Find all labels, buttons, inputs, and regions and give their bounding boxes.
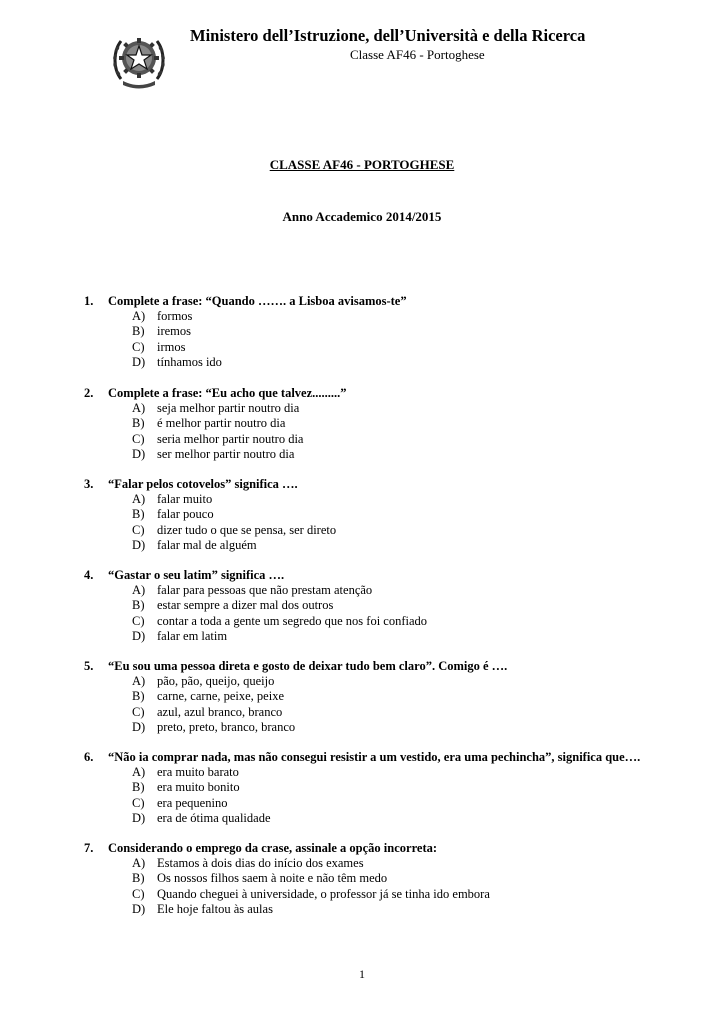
answer-option bbox=[84, 355, 704, 370]
option-text: carne, carne, peixe, peixe bbox=[157, 689, 285, 704]
answer-option bbox=[84, 309, 704, 324]
question-text: “Não ia comprar nada, mas não consegui resistir a um vestido, era uma pechincha”, significa que…. bbox=[108, 750, 641, 764]
option-text: era pequenino bbox=[157, 795, 228, 810]
option-text: irmos bbox=[157, 339, 186, 354]
question-7 bbox=[84, 840, 704, 918]
page-number: 1 bbox=[359, 967, 365, 981]
option-text: era muito bonito bbox=[157, 780, 240, 795]
question-text: “Falar pelos cotovelos” significa …. bbox=[108, 477, 298, 491]
option-letter: C) bbox=[132, 795, 145, 810]
question-number: 6. bbox=[84, 750, 94, 764]
question-2 bbox=[84, 385, 704, 463]
question-number: 1. bbox=[84, 294, 94, 308]
option-text: contar a toda a gente um segredo que nos foi confiado bbox=[157, 613, 428, 628]
option-text: formos bbox=[157, 309, 193, 323]
option-letter: C) bbox=[132, 431, 145, 446]
option-letter: A) bbox=[132, 401, 146, 415]
option-letter: D) bbox=[132, 447, 146, 462]
option-letter: C) bbox=[132, 886, 145, 901]
answer-option bbox=[84, 598, 704, 613]
option-letter: C) bbox=[132, 704, 145, 719]
header-class-subtitle: Classe AF46 - Portoghese bbox=[350, 47, 485, 62]
option-letter: C) bbox=[132, 339, 145, 354]
option-text: estar sempre a dizer mal dos outros bbox=[157, 598, 334, 613]
answer-option bbox=[84, 887, 704, 902]
answer-option bbox=[84, 765, 704, 780]
answer-option bbox=[84, 705, 704, 720]
answer-option bbox=[84, 689, 704, 704]
option-text: dizer tudo o que se pensa, ser direto bbox=[157, 522, 337, 537]
answer-option bbox=[84, 583, 704, 598]
option-text: preto, preto, branco, branco bbox=[157, 720, 296, 735]
answer-option bbox=[84, 871, 704, 886]
option-text: era muito barato bbox=[157, 765, 239, 779]
answer-option bbox=[84, 538, 704, 553]
answer-option bbox=[84, 416, 704, 431]
answer-option bbox=[84, 674, 704, 689]
academic-year: Anno Accademico 2014/2015 bbox=[282, 209, 442, 224]
option-letter: C) bbox=[132, 522, 145, 537]
option-letter: C) bbox=[132, 613, 145, 628]
question-number: 5. bbox=[84, 659, 94, 673]
answer-option bbox=[84, 340, 704, 355]
option-letter: A) bbox=[132, 765, 146, 779]
option-text: ser melhor partir noutro dia bbox=[157, 447, 295, 462]
option-text: falar pouco bbox=[157, 507, 214, 522]
option-letter: B) bbox=[132, 871, 145, 886]
question-4 bbox=[84, 567, 704, 645]
option-letter: A) bbox=[132, 674, 146, 688]
answer-option bbox=[84, 614, 704, 629]
option-text: Estamos à dois dias do início dos exames bbox=[157, 856, 364, 870]
answer-option bbox=[84, 507, 704, 522]
option-text: azul, azul branco, branco bbox=[157, 704, 283, 719]
option-text: era de ótima qualidade bbox=[157, 811, 271, 826]
answer-option bbox=[84, 447, 704, 462]
option-text: Ele hoje faltou às aulas bbox=[157, 902, 273, 917]
option-text: Quando cheguei à universidade, o professor já se tinha ido embora bbox=[157, 886, 490, 901]
option-letter: B) bbox=[132, 598, 145, 613]
option-letter: B) bbox=[132, 780, 145, 795]
option-letter: D) bbox=[132, 720, 146, 735]
answer-option bbox=[84, 902, 704, 917]
question-number: 7. bbox=[84, 841, 94, 855]
option-letter: D) bbox=[132, 629, 146, 644]
answer-option bbox=[84, 492, 704, 507]
option-text: iremos bbox=[157, 324, 192, 339]
question-number: 3. bbox=[84, 477, 94, 491]
question-text: “Eu sou uma pessoa direta e gosto de deixar tudo bem claro”. Comigo é …. bbox=[108, 659, 508, 673]
question-6 bbox=[84, 749, 704, 827]
option-text: falar muito bbox=[157, 492, 213, 506]
question-number: 2. bbox=[84, 386, 94, 400]
ministry-title: Ministero dell’Istruzione, dell’Università e della Ricerca bbox=[190, 26, 586, 45]
answer-option bbox=[84, 780, 704, 795]
option-text: é melhor partir noutro dia bbox=[157, 416, 286, 431]
question-number: 4. bbox=[84, 568, 94, 582]
question-text: Complete a frase: “Quando ……. a Lisboa avisamos-te” bbox=[108, 294, 407, 308]
option-text: Os nossos filhos saem à noite e não têm medo bbox=[157, 871, 388, 886]
answer-option bbox=[84, 432, 704, 447]
answer-option bbox=[84, 796, 704, 811]
answer-option bbox=[84, 856, 704, 871]
option-letter: A) bbox=[132, 309, 146, 323]
option-letter: A) bbox=[132, 856, 146, 870]
option-letter: B) bbox=[132, 689, 145, 704]
answer-option bbox=[84, 629, 704, 644]
answer-option bbox=[84, 401, 704, 416]
question-5 bbox=[84, 658, 704, 736]
option-text: seria melhor partir noutro dia bbox=[157, 431, 304, 446]
option-letter: B) bbox=[132, 416, 145, 431]
option-letter: B) bbox=[132, 507, 145, 522]
question-text: Complete a frase: “Eu acho que talvez.........” bbox=[108, 386, 347, 400]
question-1 bbox=[84, 293, 704, 371]
question-text: Considerando o emprego da crase, assinale a opção incorreta: bbox=[108, 841, 438, 855]
answer-option bbox=[84, 324, 704, 339]
question-3 bbox=[84, 476, 704, 554]
option-text: falar mal de alguém bbox=[157, 538, 257, 553]
option-letter: A) bbox=[132, 492, 146, 506]
option-text: tínhamos ido bbox=[157, 355, 222, 370]
option-letter: D) bbox=[132, 811, 146, 826]
answer-option bbox=[84, 811, 704, 826]
option-text: falar para pessoas que não prestam atenção bbox=[157, 583, 373, 597]
option-letter: D) bbox=[132, 538, 146, 553]
option-text: falar em latim bbox=[157, 629, 228, 644]
italian-republic-emblem-icon bbox=[111, 27, 167, 89]
option-letter: B) bbox=[132, 324, 145, 339]
option-letter: D) bbox=[132, 902, 146, 917]
document-title: CLASSE AF46 - PORTOGHESE bbox=[269, 157, 455, 172]
answer-option bbox=[84, 523, 704, 538]
answer-option bbox=[84, 720, 704, 735]
option-text: pão, pão, queijo, queijo bbox=[157, 674, 275, 688]
option-text: seja melhor partir noutro dia bbox=[157, 401, 300, 415]
option-letter: A) bbox=[132, 583, 146, 597]
question-text: “Gastar o seu latim” significa …. bbox=[108, 568, 285, 582]
option-letter: D) bbox=[132, 355, 146, 370]
